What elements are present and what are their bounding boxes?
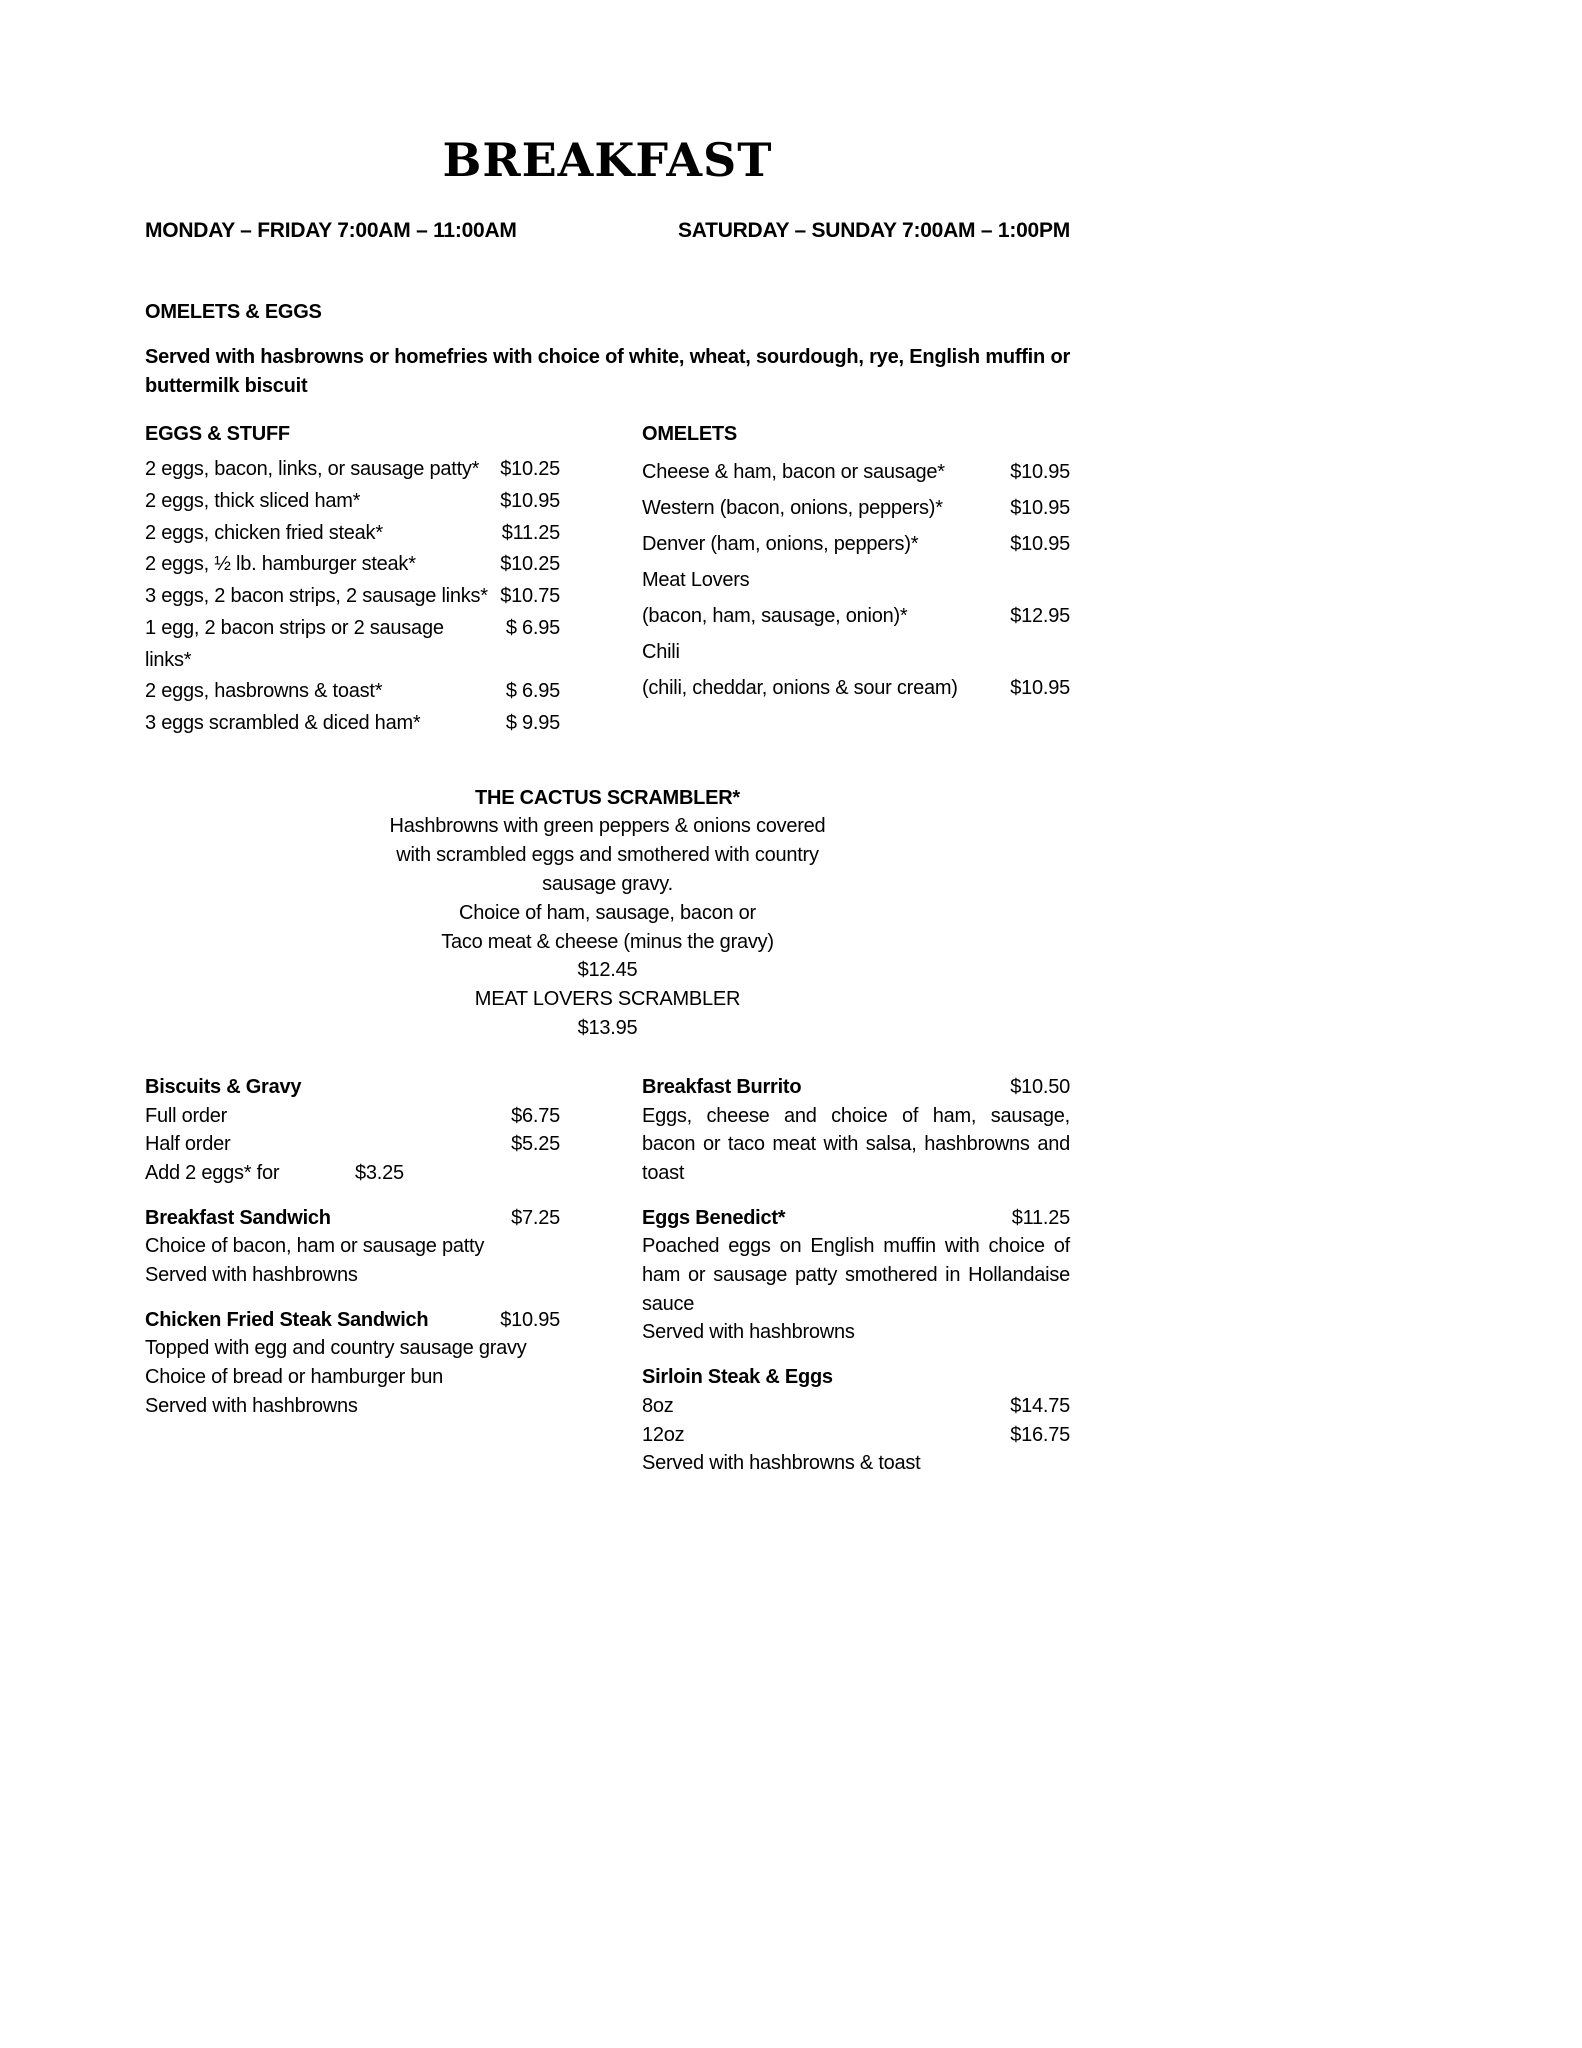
item-price: $ 6.95 — [505, 616, 560, 639]
item-price: $ 6.95 — [505, 680, 560, 703]
meat-lovers-scrambler-price: $13.95 — [577, 1017, 638, 1039]
menu-item-row — [642, 1421, 1070, 1450]
item-name: Chili — [642, 641, 680, 664]
meat-lovers-scrambler-title: MEAT LOVERS SCRAMBLER — [474, 988, 741, 1011]
item-name: Half order — [145, 1133, 231, 1156]
menu-item-row — [642, 634, 1070, 670]
menu-item-row — [145, 581, 560, 613]
item-name: 3 eggs scrambled & diced ham* — [145, 711, 421, 734]
item-price: $10.95 — [1010, 677, 1070, 700]
cactus-scrambler-line: Taco meat & cheese (minus the gravy) — [441, 930, 774, 953]
item-price: $11.25 — [1011, 1206, 1070, 1229]
item-price — [1004, 562, 1070, 598]
item-price — [1004, 634, 1070, 670]
cactus-scrambler-price: $12.45 — [577, 959, 638, 982]
add-eggs-price: $3.25 — [355, 1161, 404, 1184]
item-name: 1 egg, 2 bacon strips or 2 sausage links* — [145, 616, 444, 671]
column-heading-eggs-stuff: EGGS & STUFF — [145, 423, 290, 446]
menu-item-row — [145, 1102, 560, 1131]
column-heading-omelets: OMELETS — [642, 423, 737, 446]
item-name: 2 eggs, chicken fried steak* — [145, 521, 383, 544]
item-heading-row — [642, 1204, 1070, 1233]
item-note: Served with hashbrowns — [642, 1321, 855, 1344]
item-name: 2 eggs, ½ lb. hamburger steak* — [145, 553, 416, 576]
item-description-line: Choice of bacon, ham or sausage patty — [145, 1235, 485, 1258]
item-price: $6.75 — [511, 1104, 560, 1127]
item-description-line: Choice of bread or hamburger bun — [145, 1366, 444, 1389]
item-price: $10.95 — [500, 1308, 560, 1331]
item-name: 2 eggs, thick sliced ham* — [145, 490, 361, 512]
chicken-fried-steak-sandwich-block — [145, 1306, 560, 1421]
item-name: 2 eggs, bacon, links, or sausage patty* — [145, 458, 480, 481]
item-name: (chili, cheddar, onions & sour cream) — [642, 677, 958, 700]
item-heading: Chicken Fried Steak Sandwich — [145, 1308, 429, 1331]
bottom-columns — [145, 1073, 1070, 1494]
menu-title: BREAKFAST — [442, 133, 773, 187]
item-price: $11.25 — [501, 521, 560, 544]
item-price: $10.25 — [500, 553, 560, 576]
menu-item-row — [642, 526, 1070, 562]
item-price: $10.95 — [1010, 461, 1070, 484]
menu-item-row — [642, 490, 1070, 526]
item-name: Western (bacon, onions, peppers)* — [642, 497, 943, 520]
section-heading-omelets-eggs: OMELETS & EGGS — [145, 301, 322, 324]
item-note: Served with hashbrowns & toast — [642, 1452, 921, 1475]
item-name: 12oz — [642, 1423, 685, 1446]
item-price: $16.75 — [1010, 1423, 1070, 1446]
item-price: $10.75 — [500, 585, 560, 608]
item-description: Eggs, cheese and choice of ham, sausage, bacon or taco meat with salsa, hashbrowns and toast — [642, 1104, 1070, 1184]
item-heading: Breakfast Sandwich — [145, 1206, 331, 1229]
hours-row — [145, 218, 1070, 243]
item-heading: Sirloin Steak & Eggs — [642, 1366, 833, 1389]
cactus-scrambler-line: Choice of ham, sausage, bacon or — [459, 901, 756, 924]
item-name: Meat Lovers — [642, 569, 750, 592]
menu-item-row — [642, 598, 1070, 634]
menu-item-row — [145, 549, 560, 581]
item-price: $7.25 — [511, 1206, 560, 1229]
item-heading: Biscuits & Gravy — [145, 1075, 302, 1098]
menu-item-row — [145, 708, 560, 740]
menu-item-row — [642, 562, 1070, 598]
breakfast-burrito-block — [642, 1073, 1070, 1188]
biscuits-and-gravy-block — [145, 1073, 560, 1188]
cactus-scrambler-line: Hashbrowns with green peppers & onions covered — [389, 815, 826, 838]
hours-weekend: SATURDAY – SUNDAY 7:00AM – 1:00PM — [677, 219, 1070, 243]
item-name: Denver (ham, onions, peppers)* — [642, 533, 919, 556]
menu-item-row — [642, 670, 1070, 706]
item-heading-row — [642, 1363, 1070, 1392]
menu-item-row — [145, 486, 560, 518]
cactus-scrambler-title: THE CACTUS SCRAMBLER* — [475, 786, 740, 809]
item-heading-row — [642, 1073, 1070, 1102]
sirloin-steak-eggs-block — [642, 1363, 1070, 1478]
bottom-left-column — [145, 1073, 560, 1494]
scrambler-feature-block — [145, 784, 1070, 1043]
breakfast-sandwich-block — [145, 1204, 560, 1290]
item-heading: Breakfast Burrito — [642, 1075, 802, 1098]
bottom-right-column — [642, 1073, 1070, 1494]
item-price: $14.75 — [1010, 1394, 1070, 1417]
cactus-scrambler-line: with scrambled eggs and smothered with country — [396, 844, 819, 867]
item-price: $10.95 — [500, 490, 560, 512]
item-price: $10.25 — [500, 458, 560, 481]
item-description-line: Topped with egg and country sausage gravy — [145, 1337, 527, 1360]
menu-content — [145, 0, 1070, 1494]
item-name: (bacon, ham, sausage, onion)* — [642, 605, 908, 628]
section-note: Served with hasbrowns or homefries with choice of white, wheat, sourdough, rye, English muffin or buttermilk biscuit — [145, 346, 1070, 398]
cactus-scrambler-line: sausage gravy. — [542, 873, 673, 896]
add-eggs-row — [145, 1159, 560, 1188]
item-heading-row — [145, 1204, 560, 1233]
item-name: Cheese & ham, bacon or sausage* — [642, 461, 945, 484]
menu-item-row — [145, 676, 560, 708]
item-price: $12.95 — [1010, 605, 1070, 628]
menu-item-row — [145, 613, 560, 676]
add-eggs-label: Add 2 eggs* for — [145, 1161, 280, 1184]
menu-item-row — [642, 454, 1070, 490]
eggs-and-stuff-column — [145, 419, 560, 739]
eggs-benedict-block — [642, 1204, 1070, 1348]
menu-item-row — [642, 1392, 1070, 1421]
item-name: 8oz — [642, 1394, 674, 1417]
item-price: $5.25 — [511, 1133, 560, 1156]
item-price: $10.95 — [1010, 497, 1070, 520]
item-description-line: Served with hashbrowns — [145, 1394, 358, 1417]
menu-item-row — [145, 1130, 560, 1159]
item-name: 3 eggs, 2 bacon strips, 2 sausage links* — [145, 585, 488, 608]
item-description: Poached eggs on English muffin with choice of ham or sausage patty smothered in Hollandaise sauce — [642, 1235, 1070, 1315]
omelets-eggs-columns — [145, 419, 1070, 739]
omelets-column — [642, 419, 1070, 739]
hours-weekday: MONDAY – FRIDAY 7:00AM – 11:00AM — [145, 219, 517, 243]
item-price: $10.50 — [1010, 1075, 1070, 1098]
item-price: $ 9.95 — [505, 711, 560, 734]
item-price: $10.95 — [1010, 533, 1070, 556]
item-name: Full order — [145, 1104, 228, 1127]
item-heading-row — [145, 1073, 560, 1102]
item-name: 2 eggs, hasbrowns & toast* — [145, 680, 383, 703]
item-heading: Eggs Benedict* — [642, 1206, 786, 1229]
item-description-line: Served with hashbrowns — [145, 1264, 358, 1287]
menu-item-row — [145, 518, 560, 550]
menu-item-row — [145, 454, 560, 486]
item-heading-row — [145, 1306, 560, 1335]
